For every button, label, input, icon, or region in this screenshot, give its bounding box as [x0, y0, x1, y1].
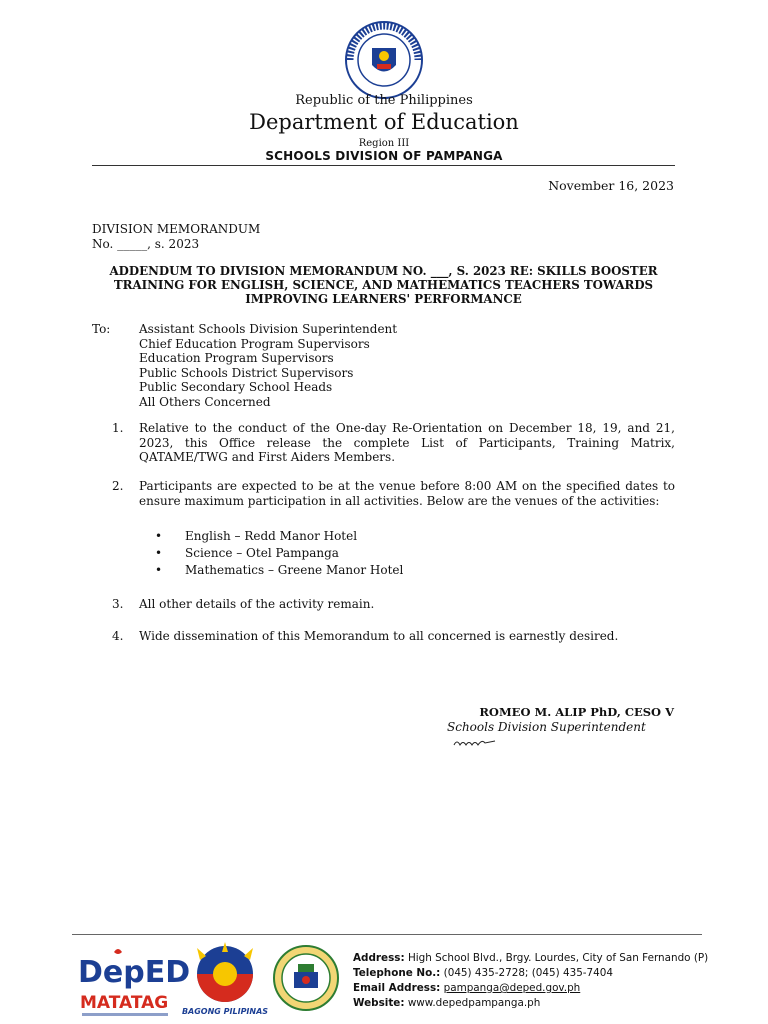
- bullet-icon: •: [155, 563, 163, 577]
- deped-seal-logo: [344, 20, 424, 100]
- footer-divider: [72, 934, 702, 935]
- memo-date: November 16, 2023: [548, 178, 674, 193]
- website-link[interactable]: www.depedpampanga.ph: [407, 997, 541, 1009]
- memo-subject: [92, 264, 675, 306]
- bullet-icon: •: [155, 529, 163, 543]
- bagong-pilipinas-logo: [182, 938, 268, 1018]
- region-line: Region III: [358, 138, 410, 149]
- handwritten-initials: [452, 736, 497, 750]
- venue-item: • Mathematics – Greene Manor Hotel: [155, 563, 404, 577]
- venue-item: • Science – Otel Pampanga: [155, 546, 339, 560]
- item-text: Wide dissemination of this Memorandum to all concerned is earnestly desired.: [139, 629, 619, 643]
- bullet-icon: •: [155, 546, 163, 560]
- subject-line-3: IMPROVING LEARNERS' PERFORMANCE: [245, 292, 522, 306]
- email-row: Email Address: pampanga@deped.gov.ph: [353, 982, 581, 994]
- subject-line-1: ADDENDUM TO DIVISION MEMORANDUM NO. ___, S. 2023 RE: SKILLS BOOSTER: [109, 264, 658, 278]
- contact-info: [353, 951, 708, 1011]
- item-number: 4.: [112, 629, 124, 643]
- sdo-pampanga-seal: [272, 944, 340, 1012]
- website-row: Website: www.depedpampanga.ph: [353, 997, 541, 1009]
- svg-text:BAGONG PILIPINAS: BAGONG PILIPINAS: [181, 1007, 269, 1016]
- recipient-item: Assistant Schools Division Superintendent: [139, 322, 398, 336]
- department-title: Department of Education: [249, 110, 519, 134]
- item-number: 1.: [112, 421, 124, 435]
- subject-line-2: TRAINING FOR ENGLISH, SCIENCE, AND MATHEMATICS TEACHERS TOWARDS: [113, 278, 654, 292]
- address-row: Address: High School Blvd., Brgy. Lourdes, City of San Fernando (P): [353, 952, 709, 964]
- recipient-item: Public Schools District Supervisors: [139, 365, 354, 380]
- deped-matatag-logo: [78, 946, 191, 1020]
- republic-line: Republic of the Philippines: [295, 93, 473, 108]
- item-text: Relative to the conduct of the One-day Re-Orientation on December 18, 19, and 21, 2023, this Office release the complete List of Participants, Training Matrix, QATAME/TWG and First Aiders Members.: [139, 421, 675, 465]
- signatory-title: Schools Division Superintendent: [447, 720, 646, 734]
- recipient-item: All Others Concerned: [139, 394, 271, 409]
- division-name: SCHOOLS DIVISION OF PAMPANGA: [265, 149, 503, 163]
- item-number: 2.: [112, 479, 124, 493]
- memo-number: No. _____, s. 2023: [92, 237, 200, 251]
- signatory-name: ROMEO M. ALIP PhD, CESO V: [479, 705, 674, 719]
- memo-type: DIVISION MEMORANDUM: [92, 222, 261, 236]
- recipient-item: Public Secondary School Heads: [139, 380, 333, 394]
- item-text: All other details of the activity remain.: [139, 597, 375, 611]
- item-text: Participants are expected to be at the venue before 8:00 AM on the specified dates to ensure maximum participation in all activities. Below are the venues of the activities:: [139, 479, 675, 508]
- item-number: 3.: [112, 597, 124, 611]
- recipient-item: Education Program Supervisors: [139, 351, 334, 365]
- recipients-list: [139, 322, 397, 409]
- email-link[interactable]: pampanga@deped.gov.ph: [443, 982, 581, 994]
- svg-text:MATATAG: MATATAG: [80, 993, 169, 1013]
- recipient-item: Chief Education Program Supervisors: [139, 336, 370, 351]
- telephone-row: Telephone No.: (045) 435-2728; (045) 435-7404: [353, 967, 613, 979]
- recipients-label: To:: [92, 322, 111, 336]
- venue-item: • English – Redd Manor Hotel: [155, 529, 358, 543]
- venue-list: [155, 528, 403, 579]
- svg-text:DepED: DepED: [78, 955, 191, 990]
- header-divider: [92, 165, 675, 166]
